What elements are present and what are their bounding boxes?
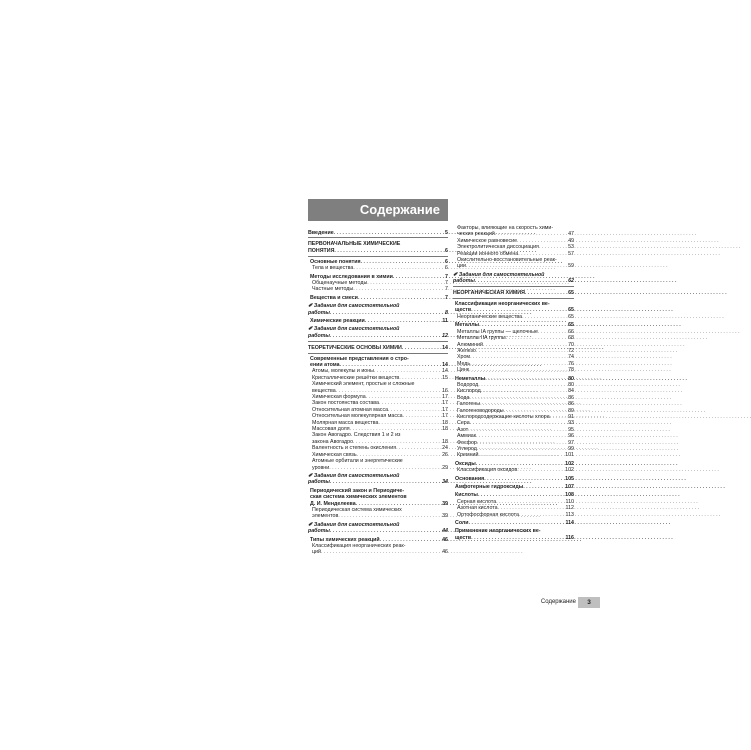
toc-entry-page: 6 <box>445 265 448 272</box>
toc-entry-page: 66 <box>568 328 574 335</box>
toc-leader-dots <box>353 265 444 271</box>
toc-entry-page: 49 <box>568 237 574 244</box>
toc-entry-title: Азот <box>457 426 469 433</box>
toc-entry-page: 80 <box>568 375 574 382</box>
toc-entry-page: 14 <box>442 362 448 368</box>
toc-leader-dots <box>475 278 567 284</box>
toc-entry-title: Ортофосфорная кислота <box>457 511 519 518</box>
toc-entry[interactable] <box>308 318 448 324</box>
toc-entry-page: 17 <box>442 413 448 420</box>
toc-entry-title: Молярная масса вещества <box>312 419 379 426</box>
toc-entry-title: Основания <box>455 475 485 482</box>
toc-leader-dots <box>466 263 567 269</box>
toc-entry-title: Медь <box>457 360 471 367</box>
toc-entry-title: Химическое равновесие <box>457 237 518 244</box>
toc-entry-page: 12 <box>442 332 448 339</box>
toc-entry[interactable] <box>308 326 448 339</box>
toc-leader-dots <box>338 513 441 519</box>
section-divider <box>308 256 448 257</box>
toc-entry-title: Классификация неорганических ве- <box>455 301 550 308</box>
toc-entry-title: Введение <box>308 229 334 236</box>
toc-entry-last-line <box>308 248 448 254</box>
toc-entry-page: 57 <box>568 250 574 257</box>
toc-entry-title: Современные представления о стро- <box>310 355 409 362</box>
toc-entry-page: 46 <box>442 536 448 543</box>
toc-leader-dots <box>330 333 441 339</box>
toc-entry-page: 18 <box>442 426 448 433</box>
toc-left-column <box>308 227 448 556</box>
toc-entry-title-line: ческих реакций <box>457 231 495 238</box>
toc-entry-page: 80 <box>568 381 574 388</box>
toc-entry-page: 15 <box>442 374 448 381</box>
toc-entry-title: Фосфор <box>457 439 477 446</box>
toc-entry[interactable] <box>453 476 574 482</box>
toc-entry-page: 62 <box>568 278 574 285</box>
toc-entry-page: 65 <box>568 313 574 320</box>
toc-leader-dots <box>330 310 444 316</box>
toc-entry-page: 95 <box>568 426 574 433</box>
toc-entry-page: 107 <box>565 484 574 491</box>
toc-entry-title-line: ществ <box>455 534 472 541</box>
toc-entry-title-line2: ская система химических элементов <box>310 494 407 501</box>
toc-entry-page: 74 <box>568 354 574 361</box>
toc-entry-page: 65 <box>568 322 574 329</box>
toc-entry[interactable] <box>453 452 574 458</box>
page-number: 3 <box>587 599 591 606</box>
toc-entry-title: Кислородсодержащие кислоты хлора <box>457 413 550 420</box>
toc-leader-dots <box>484 476 564 482</box>
toc-entry-title: Водород <box>457 381 479 388</box>
toc-entry-title: Периодический закон и Периодиче- <box>310 487 405 494</box>
toc-entry-page: 39 <box>442 500 448 507</box>
toc-entry-title: Реакции ионного обмена <box>457 250 519 257</box>
page-number-box <box>578 597 600 608</box>
toc-entry-title-line: ществ <box>455 307 472 314</box>
toc-entry-title: ✐ Задания для самостоятельной <box>453 271 545 278</box>
toc-entry-page: 18 <box>442 419 448 426</box>
toc-entry-title: Железо <box>457 347 476 354</box>
toc-entry-title-line: закона Авогадро <box>312 438 354 445</box>
toc-entry-title: Относительная атомная масса <box>312 406 389 413</box>
toc-entry-last-line <box>312 465 448 471</box>
toc-leader-dots <box>329 465 441 471</box>
toc-entry-page: 5 <box>445 229 448 236</box>
toc-entry-title: Химический элемент, простые и сложные <box>312 381 415 388</box>
toc-entry-title: Типы химических реакций <box>310 536 380 543</box>
toc-leader-dots <box>353 286 444 292</box>
toc-entry[interactable] <box>308 381 448 394</box>
toc-entry-title: Атомные орбитали и энергетические <box>312 458 403 465</box>
toc-entry-title-line: ции <box>457 263 466 270</box>
toc-entry-page: 112 <box>565 505 574 512</box>
toc-entry-title: Амфотерные гидроксиды <box>455 484 524 491</box>
toc-entry-page: 102 <box>565 460 574 467</box>
toc-entry-page: 17 <box>442 406 448 413</box>
toc-entry-page: 59 <box>568 263 574 270</box>
contents-banner <box>308 199 448 221</box>
toc-leader-dots <box>365 318 442 324</box>
toc-leader-dots <box>471 535 564 541</box>
toc-entry-title: Сера <box>457 420 470 427</box>
toc-entry-title: Валентность и степень окисления <box>312 445 397 452</box>
section-divider <box>308 341 448 342</box>
toc-entry-title: Кислород <box>457 388 481 395</box>
toc-entry-title-line: вещества <box>312 387 336 394</box>
toc-entry-page: 65 <box>568 290 574 297</box>
toc-leader-dots <box>525 290 567 296</box>
toc-entry-page: 86 <box>568 401 574 408</box>
toc-entry-title: Неорганические вещества <box>457 313 523 320</box>
toc-entry-title: Общенаучные методы <box>312 279 368 286</box>
toc-entry-page: 17 <box>442 394 448 401</box>
toc-entry-title: Атомы, молекулы и ионы <box>312 368 374 375</box>
toc-entry-page: 46 <box>442 549 448 556</box>
toc-entry-title-line: работы <box>308 332 330 339</box>
toc-entry-title: Относительная молекулярная масса <box>312 413 403 420</box>
toc-entry-title: ПЕРВОНАЧАЛЬНЫЕ ХИМИЧЕСКИЕ <box>308 241 401 248</box>
toc-leader-dots <box>519 512 565 518</box>
toc-entry-page: 113 <box>565 511 574 518</box>
toc-entry-page: 110 <box>565 498 574 505</box>
toc-entry-last-line <box>312 549 448 555</box>
toc-entry-title: Цинк <box>457 367 470 374</box>
toc-entry[interactable] <box>308 265 448 271</box>
toc-entry-title: Классификация оксидов <box>457 467 518 474</box>
toc-entry-title: Применение неорганических ве- <box>455 528 541 535</box>
toc-entry-title: Хром <box>457 354 471 361</box>
toc-entry-page: 102 <box>565 467 574 474</box>
section-divider <box>308 353 448 354</box>
toc-entry-title: Оксиды <box>455 460 476 467</box>
toc-entry-title: Серная кислота <box>457 498 497 505</box>
toc-entry-title: Химическая формула <box>312 394 366 401</box>
toc-entry-title-line: работы <box>308 309 330 316</box>
toc-entry-page: 101 <box>565 452 574 459</box>
toc-entry-title-line: работы <box>453 278 475 285</box>
toc-entry[interactable] <box>308 543 448 556</box>
toc-entry-page: 68 <box>568 335 574 342</box>
toc-leader-dots <box>402 345 441 351</box>
toc-entry[interactable] <box>308 295 448 301</box>
toc-leader-dots <box>522 314 567 320</box>
toc-entry[interactable] <box>308 356 448 369</box>
toc-entry-title: Соли <box>455 520 469 527</box>
toc-entry-page: 44 <box>442 528 448 535</box>
toc-entry[interactable] <box>453 272 574 285</box>
toc-entry-title: Окислительно-восстановительные реак- <box>457 257 557 264</box>
toc-entry-title: Химическая связь <box>312 451 357 458</box>
toc-entry-page: 39 <box>442 513 448 520</box>
toc-entry-page: 89 <box>568 407 574 414</box>
toc-entry-page: 11 <box>442 317 448 324</box>
section-divider <box>453 286 574 287</box>
toc-entry[interactable] <box>453 257 574 270</box>
toc-leader-dots <box>334 230 444 236</box>
toc-entry[interactable] <box>453 520 574 526</box>
toc-entry-page: 96 <box>568 433 574 440</box>
toc-entry[interactable] <box>308 522 448 535</box>
toc-entry-title: ✐ Задания для самостоятельной <box>308 472 400 479</box>
toc-entry-title: Закон Авогадро. Следствия 1 и 2 из <box>312 432 401 439</box>
toc-entry[interactable] <box>453 367 574 373</box>
toc-entry-last-line <box>308 310 448 316</box>
toc-entry-page: 16 <box>442 387 448 394</box>
toc-entry-title-line: уровни <box>312 464 330 471</box>
toc-entry-title: Вода <box>457 394 470 401</box>
toc-entry-title: Классификация неорганических реак- <box>312 542 406 549</box>
toc-entry-title-line: работы <box>308 528 330 535</box>
toc-entry-page: 24 <box>442 445 448 452</box>
toc-entry-last-line <box>310 501 448 507</box>
toc-leader-dots <box>469 520 565 526</box>
toc-entry-title: ✐ Задания для самостоятельной <box>308 326 400 333</box>
toc-entry-page: 7 <box>445 273 448 280</box>
toc-entry-page: 7 <box>445 286 448 293</box>
toc-entry[interactable] <box>308 507 448 520</box>
toc-entry[interactable] <box>453 484 574 490</box>
toc-entry-last-line <box>308 528 448 534</box>
toc-entry-title: Кремний <box>457 452 479 459</box>
toc-leader-dots <box>358 295 444 301</box>
toc-entry-title: Закон постоянства состава <box>312 400 379 407</box>
toc-entry-page: 93 <box>568 420 574 427</box>
toc-entry-title: Массовая доля <box>312 426 350 433</box>
toc-entry[interactable] <box>453 314 574 320</box>
toc-entry[interactable] <box>308 488 448 507</box>
toc-entry-title: Металлы IIA группы <box>457 335 506 342</box>
toc-entry[interactable] <box>308 432 448 445</box>
toc-entry-page: 6 <box>445 258 448 265</box>
toc-entry-title: ✐ Задания для самостоятельной <box>308 521 400 528</box>
toc-leader-dots <box>356 501 441 507</box>
toc-entry-title: Неметаллы <box>455 375 486 382</box>
toc-entry-title-line: ении атома <box>310 362 340 368</box>
toc-entry[interactable] <box>453 512 574 518</box>
toc-entry-last-line <box>455 535 574 541</box>
toc-entry-page: 108 <box>565 492 574 499</box>
toc-entry-title: Электролитическая диссоциация <box>457 244 539 251</box>
toc-entry[interactable] <box>453 528 574 541</box>
toc-entry-last-line <box>308 333 448 339</box>
toc-entry-page: 26 <box>442 451 448 458</box>
toc-entry-page: 91 <box>568 413 574 420</box>
toc-entry-title-line: ПОНЯТИЯ <box>308 247 335 254</box>
toc-entry-page: 70 <box>568 341 574 348</box>
toc-leader-dots <box>517 467 564 473</box>
toc-leader-dots <box>478 452 564 458</box>
toc-entry-page: 72 <box>568 347 574 354</box>
toc-entry-title: НЕОРГАНИЧЕСКАЯ ХИМИЯ <box>453 290 525 297</box>
toc-entry-title: Галогеноводороды <box>457 407 504 414</box>
section-divider <box>453 298 574 299</box>
toc-entry-title: Кислоты <box>455 492 478 499</box>
toc-entry-title-line: Д. И. Менделеева <box>310 500 356 507</box>
toc-entry[interactable] <box>308 241 448 254</box>
toc-entry-page: 78 <box>568 367 574 374</box>
toc-entry-page: 14 <box>442 368 448 375</box>
toc-entry-last-line <box>312 513 448 519</box>
toc-entry-title: ТЕОРЕТИЧЕСКИЕ ОСНОВЫ ХИМИИ <box>308 344 402 351</box>
toc-entry-page: 18 <box>442 438 448 445</box>
toc-entry-title: Углерод <box>457 446 477 452</box>
toc-entry-page: 53 <box>568 244 574 251</box>
toc-leader-dots <box>523 484 564 490</box>
toc-entry-page: 99 <box>568 446 574 452</box>
toc-entry-page: 7 <box>445 279 448 286</box>
toc-entry-title: Методы исследования в химии <box>310 273 393 280</box>
toc-entry[interactable] <box>453 225 574 238</box>
toc-entry[interactable] <box>453 467 574 473</box>
toc-entry[interactable] <box>308 230 448 236</box>
toc-entry-title: Металлы IA группы — щелочные <box>457 328 538 335</box>
toc-entry-last-line <box>308 479 448 485</box>
toc-entry-page: 114 <box>565 520 574 527</box>
toc-entry-page: 116 <box>565 534 574 541</box>
toc-entry-page: 14 <box>442 344 448 351</box>
toc-entry-page: 6 <box>445 247 448 254</box>
toc-entry-title: Кристаллические решётки веществ <box>312 374 400 381</box>
toc-leader-dots <box>330 479 441 485</box>
toc-entry-title: Металлы <box>455 322 480 329</box>
toc-entry[interactable] <box>308 473 448 486</box>
toc-entry-page: 97 <box>568 439 574 446</box>
toc-entry-title: Азотная кислота <box>457 505 498 512</box>
toc-leader-dots <box>334 248 444 254</box>
toc-entry-title: Вещества и смеси <box>310 294 358 301</box>
toc-right-column <box>453 225 574 541</box>
toc-entry-title-line: работы <box>308 479 330 486</box>
toc-entry-title: ✐ Задания для самостоятельной <box>308 303 400 310</box>
toc-entry-title-line: ций <box>312 549 321 556</box>
toc-entry-title: Аммиак <box>457 433 477 440</box>
toc-entry-page: 7 <box>445 294 448 301</box>
section-divider <box>308 237 448 238</box>
toc-entry-page: 105 <box>565 475 574 482</box>
toc-entry[interactable] <box>308 286 448 292</box>
toc-entry[interactable] <box>453 290 574 296</box>
toc-entry[interactable] <box>308 303 448 316</box>
toc-entry-title: Тела и вещества <box>312 265 354 272</box>
toc-entry-page: 65 <box>568 307 574 314</box>
toc-entry-title: Факторы, влияющие на скорость хими- <box>457 225 554 231</box>
toc-entry[interactable] <box>308 345 448 351</box>
toc-entry[interactable] <box>308 458 448 471</box>
toc-entry-page: 17 <box>442 400 448 407</box>
toc-entry-title-line: элементов <box>312 513 339 520</box>
toc-entry-page: 47 <box>568 231 574 238</box>
footer-section-label: Содержание <box>540 599 576 605</box>
toc-entry-page: 34 <box>442 479 448 486</box>
toc-leader-dots <box>321 549 441 555</box>
toc-entry-last-line <box>457 263 574 269</box>
toc-entry-title: Алюминий <box>457 341 483 348</box>
toc-entry-title: Основные понятия <box>310 258 361 265</box>
toc-entry-title: Периодическая система химических <box>312 506 402 513</box>
toc-entry-page: 8 <box>445 309 448 316</box>
toc-entry-last-line <box>453 278 574 284</box>
toc-entry-page: 86 <box>568 394 574 401</box>
contents-title: Содержание <box>359 202 440 217</box>
toc-entry-title: Химические реакции <box>310 317 365 324</box>
toc-entry-page: 76 <box>568 360 574 367</box>
toc-leader-dots <box>469 367 567 373</box>
toc-entry-title: Частные методы <box>312 286 354 293</box>
toc-leader-dots <box>330 528 441 534</box>
toc-entry-page: 29 <box>442 464 448 471</box>
toc-entry[interactable] <box>453 301 574 314</box>
toc-entry-title: Галогены <box>457 401 481 408</box>
toc-entry-page: 84 <box>568 388 574 395</box>
